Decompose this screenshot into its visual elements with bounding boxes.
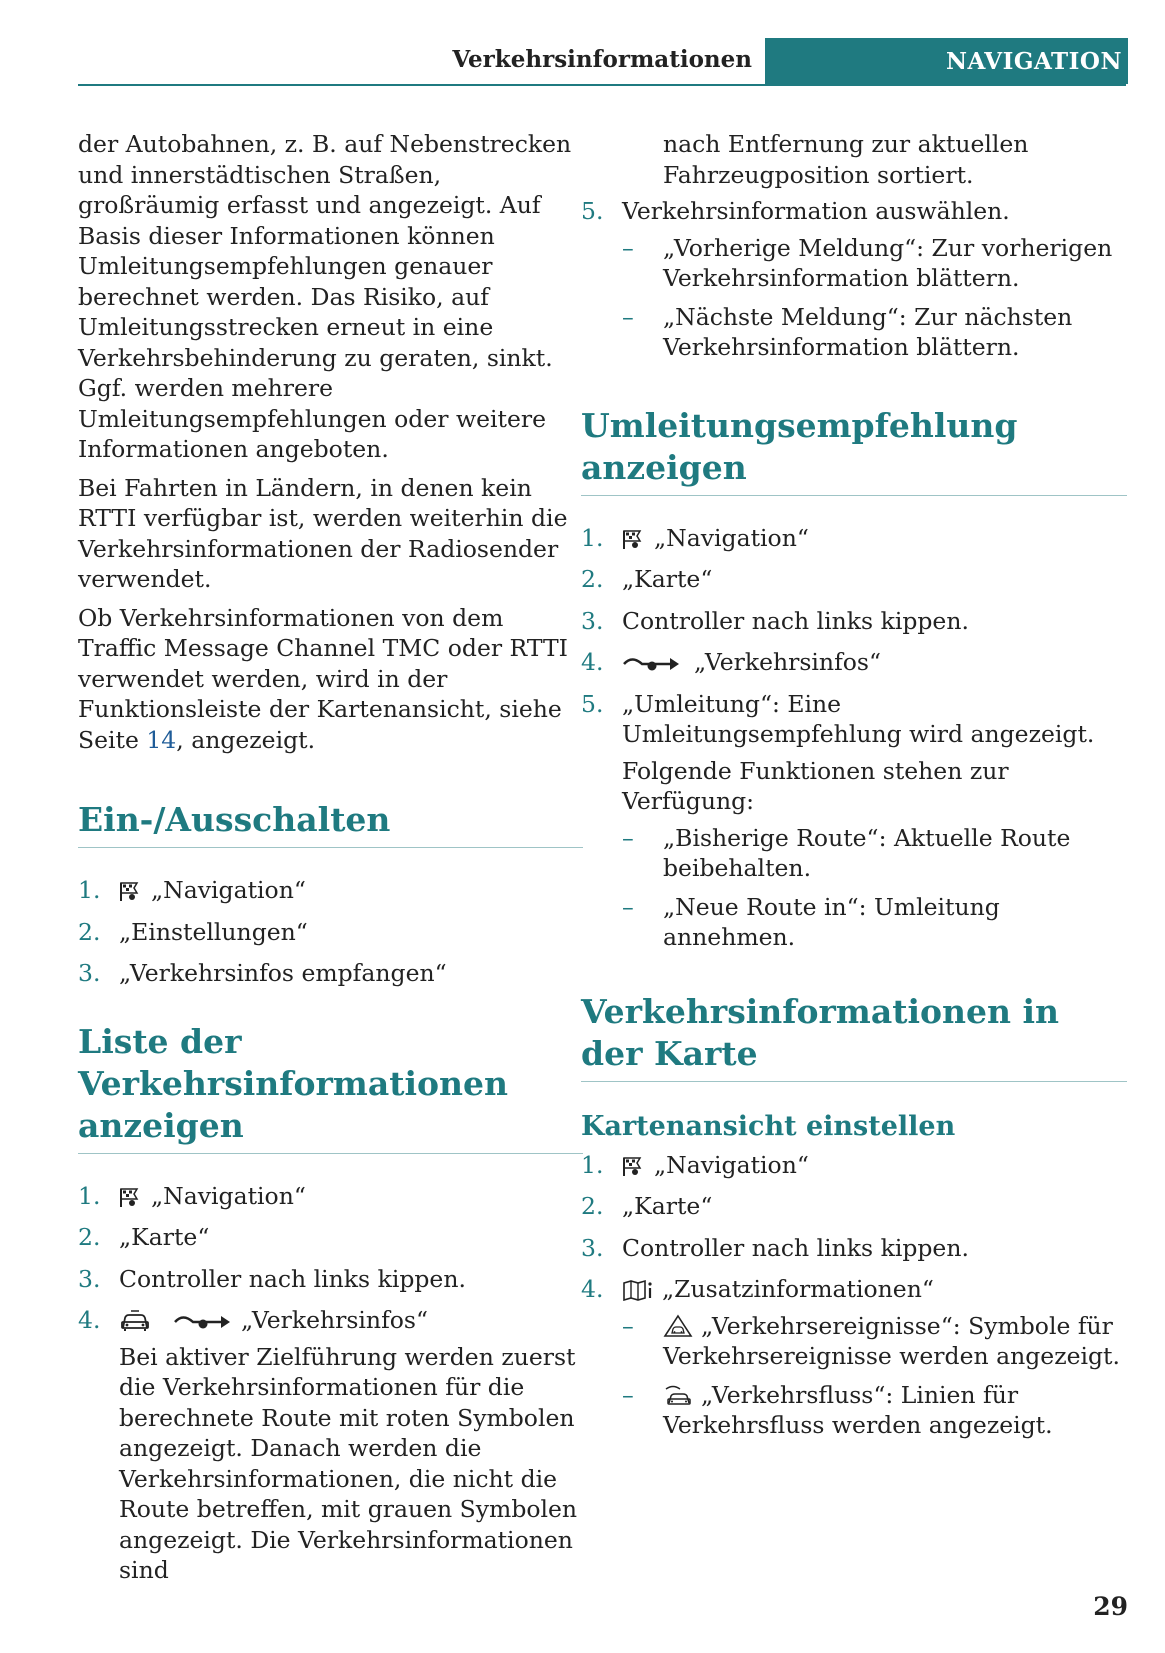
list-item (622, 129, 1127, 190)
navigation-flag-icon (119, 880, 143, 902)
steps-on-off (78, 875, 583, 989)
step-number: 1. (78, 1181, 101, 1210)
step-text: „Verkehrsinfos“ (694, 648, 881, 676)
step-text: Controller nach links kippen. (622, 606, 969, 635)
step-text: Controller nach links kippen. (119, 1264, 466, 1293)
step-number: 4. (78, 1306, 101, 1334)
step-text: „Navigation“ (151, 1181, 306, 1210)
traffic-route-arrow-icon (173, 1310, 233, 1332)
steps-map-view (581, 1150, 1127, 1441)
list-item (581, 1233, 1127, 1264)
sub-options (622, 1311, 1127, 1441)
step-number: 5. (581, 689, 604, 718)
sub-option-text: „Nächste Meldung“: Zur nächsten Verkehrsinformation blättern. (663, 302, 1073, 361)
sub-option-text: „Neue Route in“: Umleitung annehmen. (663, 892, 1000, 951)
list-item (581, 1274, 1127, 1441)
navigation-flag-icon (622, 1155, 646, 1177)
continued-steps (622, 129, 1127, 190)
step-number: 4. (581, 648, 604, 676)
step-text: „Verkehrsinfos empfangen“ (119, 959, 447, 987)
steps-traffic-list (78, 1181, 583, 1586)
paragraph-text: Ob Verkehrsinformationen von dem Traffic Message Channel TMC oder RTTI verwendet werden, wird in der Funktionsleiste der Kartenansicht, siehe Seite (78, 603, 568, 754)
sub-option (622, 823, 1127, 884)
sub-option (622, 1380, 1127, 1441)
step-text: „Umleitung“: Eine Umleitungsempfehlung wird angezeigt. (622, 689, 1095, 748)
step-text: „Karte“ (119, 1223, 210, 1251)
step-paragraph: nach Entfernung zur aktuellen Fahrzeugposition sortiert. (663, 130, 1029, 189)
step-text: Verkehrsinformation auswählen. (622, 197, 1010, 225)
list-item (78, 1181, 583, 1212)
list-item (78, 917, 583, 948)
paragraph-text: , angezeigt. (176, 725, 316, 754)
step-paragraph: Bei aktiver Zielführung werden zuerst die Verkehrsinformationen für die berechnete Route mit roten Symbolen angezeigt. Danach werden die Verkehrsinformationen, die nicht die Route betreffen, mit grauen Symbolen angezeigt. Die Verkehrsinformationen sind (119, 1342, 578, 1584)
list-item (581, 196, 1127, 363)
traffic-route-arrow-icon (622, 652, 682, 674)
header-rule (78, 84, 1126, 86)
sub-option (622, 302, 1127, 363)
sub-option (622, 1311, 1127, 1372)
sub-options (622, 233, 1127, 363)
step-number: 2. (78, 1223, 101, 1251)
dash-bullet: – (622, 1380, 634, 1409)
step-number: 3. (78, 959, 101, 987)
steps-detour (581, 523, 1127, 953)
sub-option (622, 233, 1127, 294)
step-number: 2. (581, 1192, 604, 1220)
traffic-event-warning-icon (663, 1314, 693, 1338)
map-info-icon (622, 1279, 654, 1301)
dash-bullet: – (622, 302, 634, 331)
step-number: 3. (581, 606, 604, 635)
step-text: Controller nach links kippen. (622, 1233, 969, 1262)
paragraph: der Autobahnen, z. B. auf Nebenstrecken und innerstädtischen Straßen, großräumig erfasst und angezeigt. Auf Basis dieser Informationen können Umleitungsempfehlungen genauer berechnet werden. Das Risiko, auf Umleitungsstrecken erneut in eine Verkehrsbehinderung zu geraten, sinkt. Ggf. werden mehrere Umleitungsempfehlungen oder weitere Informationen angeboten. (78, 130, 572, 463)
right-column (581, 129, 1127, 1452)
paragraph (78, 603, 583, 756)
traffic-info-car-icon (119, 1308, 151, 1332)
step-paragraph: Folgende Funktionen stehen zur Verfügung: (622, 756, 1009, 815)
running-header-section: Verkehrsinformationen (452, 46, 752, 73)
step-number: 3. (581, 1233, 604, 1262)
step-text: „Navigation“ (654, 1150, 809, 1179)
step-text: „Zusatzinformationen“ (662, 1275, 934, 1303)
list-item (78, 958, 583, 989)
dash-bullet: – (622, 892, 634, 921)
step-number: 1. (581, 1150, 604, 1179)
step-number: 4. (581, 1275, 604, 1303)
page-number: 29 (1093, 1592, 1128, 1621)
list-item (581, 647, 1127, 678)
list-item (78, 875, 583, 906)
list-item (78, 1264, 583, 1295)
chapter-tab: NAVIGATION (765, 38, 1128, 84)
page-reference-link[interactable]: 14 (146, 725, 177, 754)
navigation-flag-icon (622, 528, 646, 550)
steps-select (581, 196, 1127, 363)
sub-option-text: „Verkehrsereignisse“: Symbole für Verkehrsereignisse werden angezeigt. (663, 1311, 1120, 1370)
list-item (581, 606, 1127, 637)
sub-option-text: „Verkehrsfluss“: Linien für Verkehrsfluss werden angezeigt. (663, 1380, 1053, 1439)
step-text: „Verkehrsinfos“ (241, 1306, 428, 1334)
sub-option (622, 892, 1127, 953)
sub-option-text: „Bisherige Route“: Aktuelle Route beibehalten. (663, 823, 1071, 882)
step-text: „Navigation“ (654, 523, 809, 552)
step-number: 1. (78, 876, 101, 904)
step-text: „Karte“ (622, 1192, 713, 1220)
step-number: 5. (581, 197, 604, 225)
list-item (581, 523, 1127, 554)
paragraph: Bei Fahrten in Ländern, in denen kein RTTI verfügbar ist, werden weiterhin die Verkehrsinformationen der Radiosender verwendet. (78, 473, 568, 593)
list-item (78, 1222, 583, 1253)
sub-option-text: „Vorherige Meldung“: Zur vorherigen Verkehrsinformation blättern. (663, 233, 1113, 292)
section-heading-map-traffic: Verkehrsinformationen in der Karte (581, 991, 1127, 1082)
list-item (78, 1305, 583, 1586)
left-column (78, 129, 583, 1597)
sub-options (622, 823, 1127, 953)
section-heading-traffic-list: Liste der Verkehrsinformationen anzeigen (78, 1021, 583, 1154)
navigation-flag-icon (119, 1186, 143, 1208)
list-item (581, 1150, 1127, 1181)
step-number: 2. (78, 917, 101, 946)
dash-bullet: – (622, 233, 634, 262)
section-heading-on-off: Ein-/Ausschalten (78, 799, 583, 848)
step-number: 1. (581, 523, 604, 552)
step-number: 3. (78, 1264, 101, 1293)
traffic-flow-icon (663, 1383, 693, 1407)
list-item (581, 689, 1127, 953)
list-item (581, 1191, 1127, 1222)
subsection-heading-map-view: Kartenansicht einstellen (581, 1110, 956, 1142)
step-text: „Karte“ (622, 565, 713, 593)
step-text: „Navigation“ (151, 876, 306, 904)
step-number: 2. (581, 565, 604, 593)
step-text: „Einstellungen“ (119, 917, 308, 946)
section-heading-detour: Umleitungsempfehlung anzeigen (581, 405, 1127, 496)
list-item (581, 564, 1127, 595)
dash-bullet: – (622, 823, 634, 852)
dash-bullet: – (622, 1311, 634, 1340)
detour-section (581, 405, 1127, 1441)
